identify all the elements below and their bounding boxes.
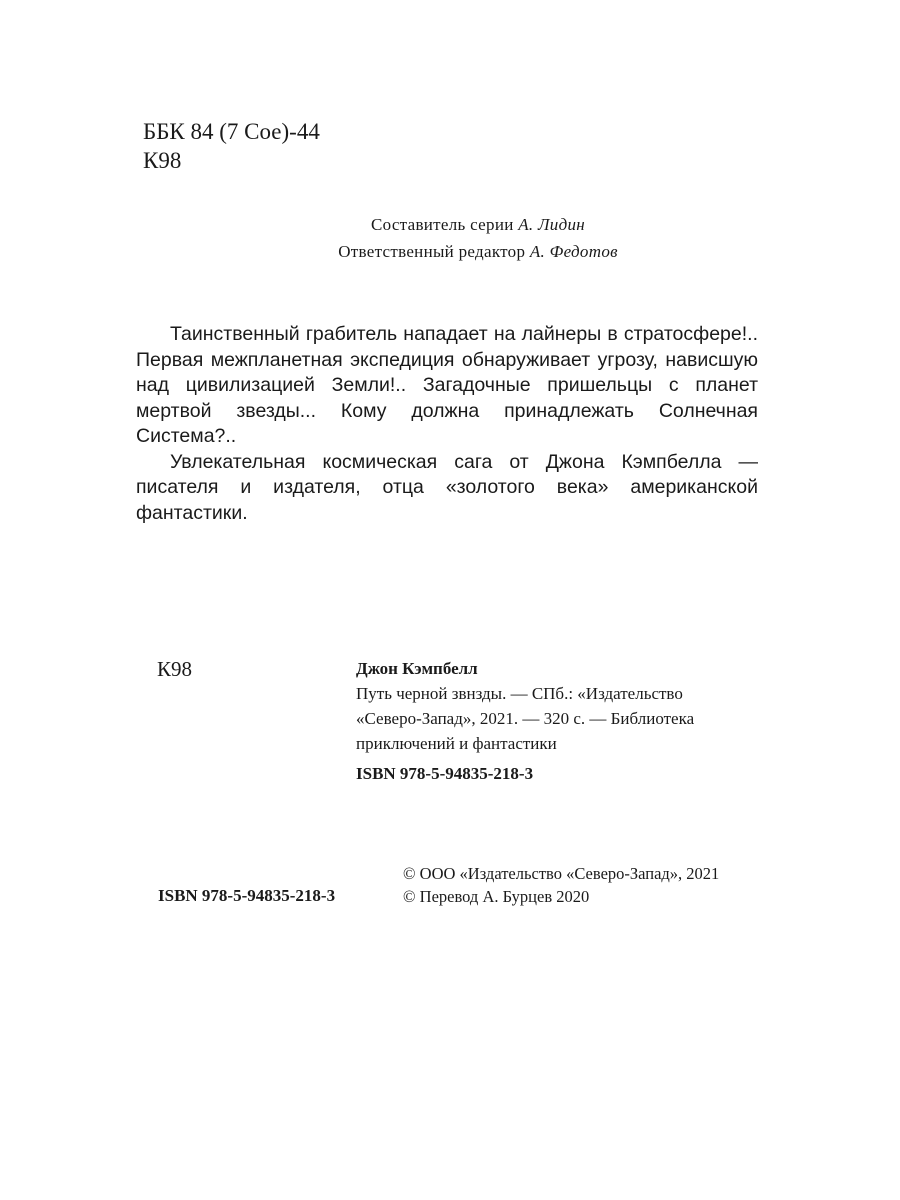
annotation-paragraph: Увлекательная космическая сага от Джона Кэмпбелла — писателя и издателя, отца «золотого века» американской фантастики. bbox=[136, 450, 758, 524]
series-compiler-label: Составитель серии bbox=[370, 215, 514, 234]
footer-isbn: ISBN 978-5-94835-218-3 bbox=[158, 886, 336, 905]
editor-name: А. Федотов bbox=[529, 242, 618, 261]
annotation-paragraph: Таинственный грабитель нападает на лайнеры в стратосфере!.. Первая межпланетная экспедиция обнаруживает угрозу, нависшую над цивилизацией Земли!.. Загадочные пришельцы с планет мертвой звезды... Кому должна принадлежать Солнечная Система?.. bbox=[136, 323, 758, 447]
bbk-code: ББК 84 (7 Сое)-44 bbox=[143, 119, 320, 144]
catalog-description-line: «Северо-Запад», 2021. — 320 с. — Библиотека bbox=[356, 709, 695, 728]
editor-label: Ответственный редактор bbox=[338, 242, 526, 261]
catalog-isbn: ISBN 978-5-94835-218-3 bbox=[356, 764, 534, 783]
editor-credit bbox=[28, 240, 900, 264]
copyright-publisher: © ООО «Издательство «Северо-Запад», 2021 bbox=[403, 864, 720, 883]
copyright-block bbox=[403, 862, 719, 908]
series-compiler-credit bbox=[28, 213, 900, 237]
catalog-author: Джон Кэмпбелл bbox=[356, 659, 478, 678]
catalog-description-line: приключений и фантастики bbox=[356, 734, 557, 753]
book-annotation bbox=[136, 322, 758, 526]
catalog-author-mark: К98 bbox=[157, 657, 193, 681]
catalog-description bbox=[356, 681, 756, 756]
copyright-translation: © Перевод А. Бурцев 2020 bbox=[403, 887, 590, 906]
author-mark: К98 bbox=[143, 148, 182, 173]
catalog-description-line: Путь черной звнзды. — СПб.: «Издательство bbox=[356, 684, 683, 703]
catalog-card bbox=[356, 656, 756, 786]
series-compiler-name: А. Лидин bbox=[518, 215, 586, 234]
